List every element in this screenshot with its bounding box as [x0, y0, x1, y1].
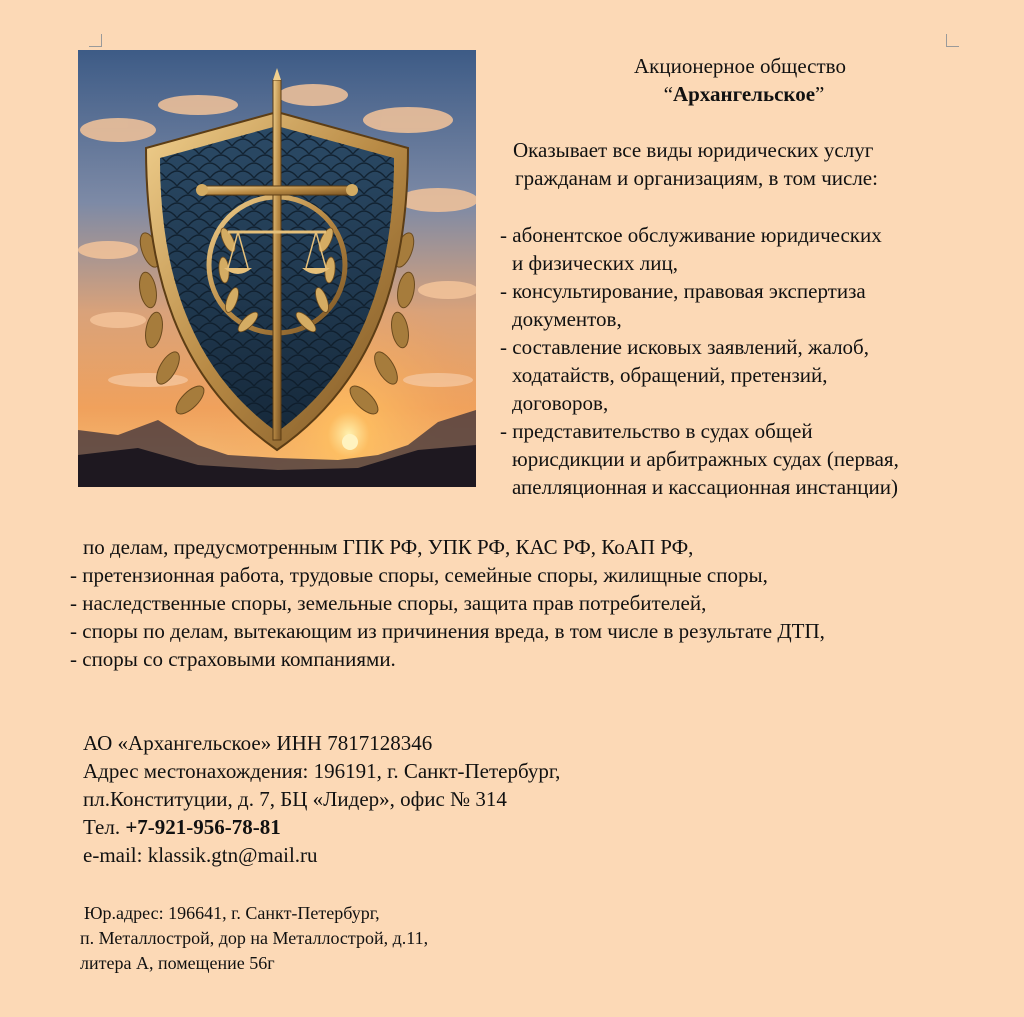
legal-address-line: Юр.адрес: 196641, г. Санкт-Петербург,: [84, 903, 380, 923]
service-item-continuation: апелляционная и кассационная инстанции): [512, 475, 898, 499]
additional-service-line: - споры со страховыми компаниями.: [70, 647, 396, 671]
service-item-text: - составление исковых заявлений, жалоб,: [500, 335, 869, 359]
legal-address-line: п. Металлострой, дор на Металлострой, д.11,: [80, 928, 429, 948]
shield-scales-icon: [78, 50, 476, 487]
service-item-continuation: ходатайств, обращений, претензий,: [512, 363, 828, 387]
service-item: [500, 221, 1000, 277]
service-item-continuation: документов,: [512, 307, 622, 331]
service-item: [500, 277, 1000, 333]
additional-service-line: - споры по делам, вытекающим из причинения вреда, в том числе в результате ДТП,: [70, 619, 825, 643]
intro-text: [513, 136, 973, 192]
company-name: Архангельское: [672, 82, 816, 106]
service-item-continuation: договоров,: [512, 391, 609, 415]
shield-emblem-image: [78, 50, 476, 487]
service-item-text: - представительство в судах общей: [500, 419, 813, 443]
service-item-continuation: юрисдикции и арбитражных судах (первая,: [512, 447, 899, 471]
address-line: Адрес местонахождения: 196191, г. Санкт-Петербург,: [83, 759, 561, 783]
service-item: [500, 417, 1000, 501]
legal-address-block: [80, 901, 680, 976]
address-line: пл.Конституции, д. 7, БЦ «Лидер», офис № 314: [83, 787, 507, 811]
quote-open: “: [663, 82, 673, 106]
contacts-block: [83, 729, 783, 869]
company-type: Акционерное общество: [634, 54, 846, 78]
additional-service-line: - наследственные споры, земельные споры, защита прав потребителей,: [70, 591, 707, 615]
intro-line: гражданам и организациям, в том числе:: [515, 166, 878, 190]
phone-number: +7-921-956-78-81: [125, 815, 281, 839]
intro-line: Оказывает все виды юридических услуг: [513, 138, 874, 162]
company-name-line: [560, 80, 920, 108]
service-item-text: - абонентское обслуживание юридических: [500, 223, 882, 247]
additional-service-line: по делам, предусмотренным ГПК РФ, УПК РФ, КАС РФ, КоАП РФ,: [83, 535, 694, 559]
phone-line: [83, 813, 783, 841]
page-corner-mark-top-left: [89, 34, 102, 47]
page-corner-mark-top-right: [946, 34, 959, 47]
email-line: e-mail: klassik.gtn@mail.ru: [83, 843, 318, 867]
phone-label: Тел.: [83, 815, 126, 839]
legal-address-line: литера А, помещение 56г: [80, 953, 275, 973]
services-list: [500, 221, 1000, 501]
service-item-continuation: и физических лиц,: [512, 251, 678, 275]
quote-close: ”: [815, 82, 825, 106]
additional-service-line: - претензионная работа, трудовые споры, семейные споры, жилищные споры,: [70, 563, 768, 587]
company-title: [560, 52, 920, 108]
service-item: [500, 333, 1000, 417]
service-item-text: - консультирование, правовая экспертиза: [500, 279, 866, 303]
company-inn: АО «Архангельское» ИНН 7817128346: [83, 731, 433, 755]
additional-services: [70, 533, 1000, 673]
